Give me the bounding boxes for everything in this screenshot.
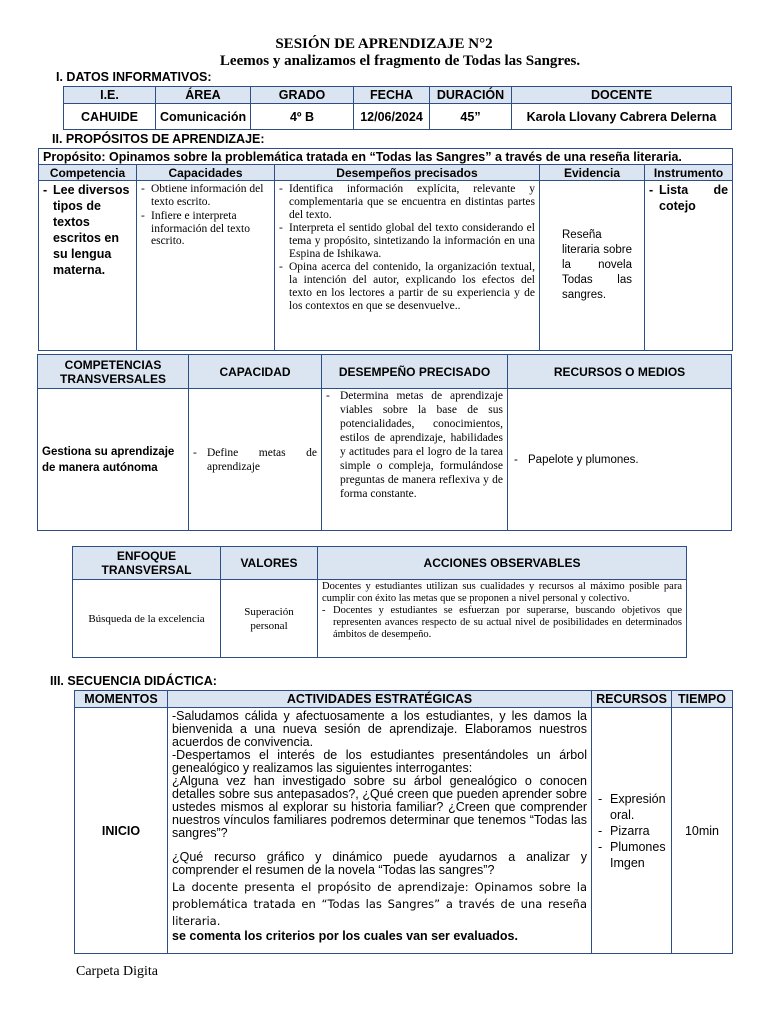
value-area: Comunicación	[156, 104, 251, 130]
recurso-item: - Plumones Imgen	[598, 839, 667, 871]
secuencia-didactica-table	[74, 690, 733, 954]
header-valores: VALORES	[221, 547, 318, 580]
header-tiempo: TIEMPO	[672, 691, 733, 708]
page-subtitle: Leemos y analizamos el fragmento de Todas las Sangres.	[219, 53, 581, 69]
actividad-recurso-grafico: ¿Qué recurso gráfico y dinámico puede ayudarnos a analizar y comprender el resumen de la novela “Todas las sangres”?	[172, 850, 587, 877]
header-competencias-transversales: COMPETENCIAS TRANSVERSALES	[38, 355, 189, 389]
value-fecha: 12/06/2024	[354, 104, 430, 130]
recurso-item: - Pizarra	[598, 823, 667, 839]
datos-informativos-table	[63, 86, 732, 130]
header-desempenos: Desempeños precisados	[275, 165, 540, 181]
momento-inicio: INICIO	[75, 708, 168, 954]
header-instrumento: Instrumento	[645, 165, 733, 181]
header-area: ÁREA	[156, 87, 251, 104]
acciones-item: - Docentes y estudiantes se esfuerzan por superarse, buscando objetivos que representen avances respecto de su actual nivel de posibilidades en determinados ámbitos de desempeño.	[322, 605, 682, 641]
actividad-criterios: se comenta los criterios por los cuales van ser evaluados.	[172, 929, 518, 943]
valor-value: Superación personal	[221, 580, 318, 658]
desempeno-item: - Identifica información explícita, relevante y complementaria que se encuentra en distintas partes del texto.	[279, 183, 535, 222]
header-capacidad: CAPACIDAD	[189, 355, 322, 389]
section3-heading: III. SECUENCIA DIDÁCTICA:	[50, 674, 217, 688]
competencia-transversal: Gestiona su aprendizaje de manera autónoma	[38, 389, 189, 531]
desempeno-item: - Opina acerca del contenido, la organización textual, la intención del autor, explicando los efectos del texto en los lectores a partir de su experiencia y de los contextos en que se desenvuelve..	[279, 261, 535, 313]
footer-text: Carpeta Digita	[76, 964, 159, 979]
enfoque-transversal-table	[72, 546, 687, 658]
section2-heading: II. PROPÓSITOS DE APRENDIZAJE:	[52, 132, 265, 146]
value-duracion: 45”	[430, 104, 512, 130]
enfoque-value: Búsqueda de la excelencia	[73, 580, 221, 658]
header-fecha: FECHA	[354, 87, 430, 104]
header-recursos-medios: RECURSOS O MEDIOS	[508, 355, 732, 389]
header-actividades: ACTIVIDADES ESTRATÉGICAS	[168, 691, 592, 708]
header-competencia: Competencia	[39, 165, 137, 181]
actividad-proposito: La docente presenta el propósito de aprendizaje: Opinamos sobre la problemática tratada en “Todas las Sangres” a través de una reseña literaria.	[172, 880, 587, 928]
header-duracion: DURACIÓN	[430, 87, 512, 104]
actividad-saludo: -Saludamos cálida y afectuosamente a los estudiantes, y les damos la bienvenida a una nueva sesión de aprendizaje. Elaboramos nuestros acuerdos de convivencia.	[172, 709, 587, 749]
header-ie: I.E.	[64, 87, 156, 104]
desempeno-transversal: - Determina metas de aprendizaje viables sobre la base de sus potencialidades, conocimientos, estilos de aprendizaje, habilidades y actitudes para el logro de la tarea simple o compleja, formulándose preguntas de manera reflexiva y de forma constante.	[326, 389, 503, 501]
acciones-intro: Docentes y estudiantes utilizan sus cualidades y recursos al máximo posible para cumplir con éxito las metas que se proponen a nivel personal y colectivo.	[322, 581, 682, 604]
tiempo-value: 10min	[672, 708, 733, 954]
header-docente: DOCENTE	[512, 87, 732, 104]
value-grado: 4º B	[251, 104, 354, 130]
actividad-interes: -Despertamos el interés de los estudiantes presentándoles un árbol genealógico y realizamos las siguientes interrogantes:	[172, 748, 587, 775]
purpose-statement: Propósito: Opinamos sobre la problemática tratada en “Todas las Sangres” a través de una reseña literaria.	[39, 149, 733, 165]
value-ie: CAHUIDE	[64, 104, 156, 130]
evidencia-text: Reseña literaria sobre la novela Todas las sangres.	[540, 181, 645, 351]
capacidad-item: - Obtiene información del texto escrito.	[141, 183, 270, 208]
actividad-preguntas: ¿Alguna vez han investigado sobre su árbol genealógico o conocen detalles sobre sus antepasados?, ¿Qué creen que pueden aprender sobre ustedes mismos al explorar su historia familiar? ¿Creen que comprender nuestros vínculos familiares podremos determinar que tenemos “Todas las sangres”?	[172, 774, 587, 840]
capacidad-item: - Infiere e interpreta información del texto escrito.	[141, 210, 270, 248]
recurso-transversal: - Papelote y plumones.	[514, 454, 727, 466]
header-acciones: ACCIONES OBSERVABLES	[318, 547, 687, 580]
header-evidencia: Evidencia	[540, 165, 645, 181]
section1-heading: I. DATOS INFORMATIVOS:	[56, 70, 212, 84]
recurso-item: - Expresión oral.	[598, 791, 667, 823]
propositos-table	[38, 148, 733, 351]
desempeno-item: - Interpreta el sentido global del texto considerando el tema y propósito, sintetizando la información en una Espina de Ishikawa.	[279, 222, 535, 261]
page-title: SESIÓN DE APRENDIZAJE N°2	[275, 36, 493, 52]
instrumento-text: - Lista de cotejo	[649, 182, 728, 214]
header-grado: GRADO	[251, 87, 354, 104]
header-desempeno-precisado: DESEMPEÑO PRECISADO	[322, 355, 508, 389]
header-capacidades: Capacidades	[137, 165, 275, 181]
header-recursos: RECURSOS	[592, 691, 672, 708]
header-enfoque: ENFOQUE TRANSVERSAL	[73, 547, 221, 580]
competencias-transversales-table	[37, 354, 732, 531]
capacidad-transversal: - Define metas de aprendizaje	[193, 446, 317, 474]
header-momentos: MOMENTOS	[75, 691, 168, 708]
competencia-text: - Lee diversos tipos de textos escritos en su lengua materna.	[43, 182, 132, 278]
value-docente: Karola Llovany Cabrera Delerna	[512, 104, 732, 130]
